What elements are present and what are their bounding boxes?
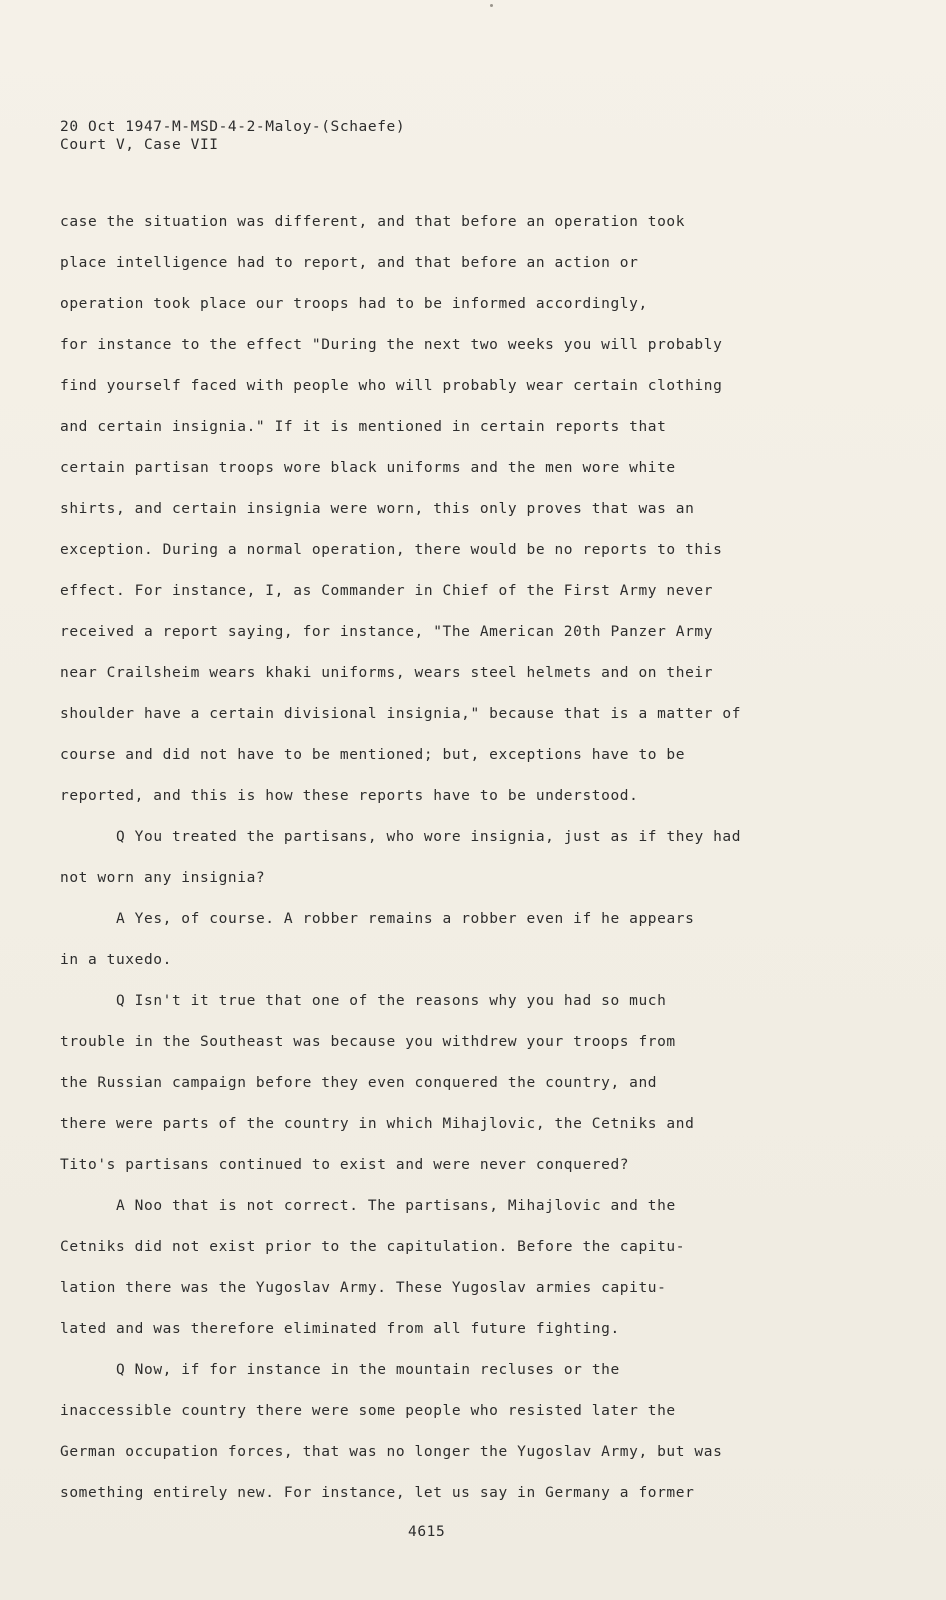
text-line: Cetniks did not exist prior to the capitulation. Before the capitu- bbox=[60, 1239, 686, 1255]
text-line: course and did not have to be mentioned; but, exceptions have to be bbox=[60, 747, 686, 763]
text-line: the Russian campaign before they even conquered the country, and bbox=[60, 1075, 658, 1091]
text-line: received a report saying, for instance, "The American 20th Panzer Army bbox=[60, 624, 714, 640]
text-line: reported, and this is how these reports have to be understood. bbox=[60, 788, 639, 804]
paper-speck bbox=[490, 4, 493, 7]
text-line: in a tuxedo. bbox=[60, 952, 172, 968]
text-line: Tito's partisans continued to exist and were never conquered? bbox=[60, 1157, 630, 1173]
text-line: lation there was the Yugoslav Army. These Yugoslav armies capitu- bbox=[60, 1280, 667, 1296]
text-line: operation took place our troops had to be informed accordingly, bbox=[60, 296, 648, 312]
text-line: find yourself faced with people who will probably wear certain clothing bbox=[60, 378, 723, 394]
text-line: place intelligence had to report, and that before an action or bbox=[60, 255, 639, 271]
text-line: shirts, and certain insignia were worn, this only proves that was an bbox=[60, 501, 695, 517]
question-line: Q You treated the partisans, who wore insignia, just as if they had bbox=[116, 829, 742, 845]
text-line: something entirely new. For instance, let us say in Germany a former bbox=[60, 1485, 695, 1501]
answer-line: A Noo that is not correct. The partisans, Mihajlovic and the bbox=[116, 1198, 676, 1214]
text-line: exception. During a normal operation, there would be no reports to this bbox=[60, 542, 723, 558]
text-line: inaccessible country there were some people who resisted later the bbox=[60, 1403, 676, 1419]
text-line: near Crailsheim wears khaki uniforms, wears steel helmets and on their bbox=[60, 665, 714, 681]
header-date-reference: 20 Oct 1947-M-MSD-4-2-Maloy-(Schaefe) bbox=[60, 119, 406, 135]
document-header bbox=[60, 118, 405, 154]
answer-line: A Yes, of course. A robber remains a robber even if he appears bbox=[116, 911, 695, 927]
text-line: lated and was therefore eliminated from all future fighting. bbox=[60, 1321, 620, 1337]
text-line: not worn any insignia? bbox=[60, 870, 266, 886]
text-line: certain partisan troops wore black uniforms and the men wore white bbox=[60, 460, 676, 476]
text-line: German occupation forces, that was no longer the Yugoslav Army, but was bbox=[60, 1444, 723, 1460]
text-line: case the situation was different, and that before an operation took bbox=[60, 214, 686, 230]
page-number: 4615 bbox=[408, 1524, 446, 1540]
text-line: there were parts of the country in which Mihajlovic, the Cetniks and bbox=[60, 1116, 695, 1132]
text-line: trouble in the Southeast was because you withdrew your troops from bbox=[60, 1034, 676, 1050]
text-line: effect. For instance, I, as Commander in Chief of the First Army never bbox=[60, 583, 714, 599]
text-line: and certain insignia." If it is mentioned in certain reports that bbox=[60, 419, 667, 435]
text-line: for instance to the effect "During the next two weeks you will probably bbox=[60, 337, 723, 353]
header-court-case: Court V, Case VII bbox=[60, 137, 219, 153]
question-line: Q Isn't it true that one of the reasons why you had so much bbox=[116, 993, 667, 1009]
text-line: shoulder have a certain divisional insignia," because that is a matter of bbox=[60, 706, 742, 722]
question-line: Q Now, if for instance in the mountain recluses or the bbox=[116, 1362, 620, 1378]
